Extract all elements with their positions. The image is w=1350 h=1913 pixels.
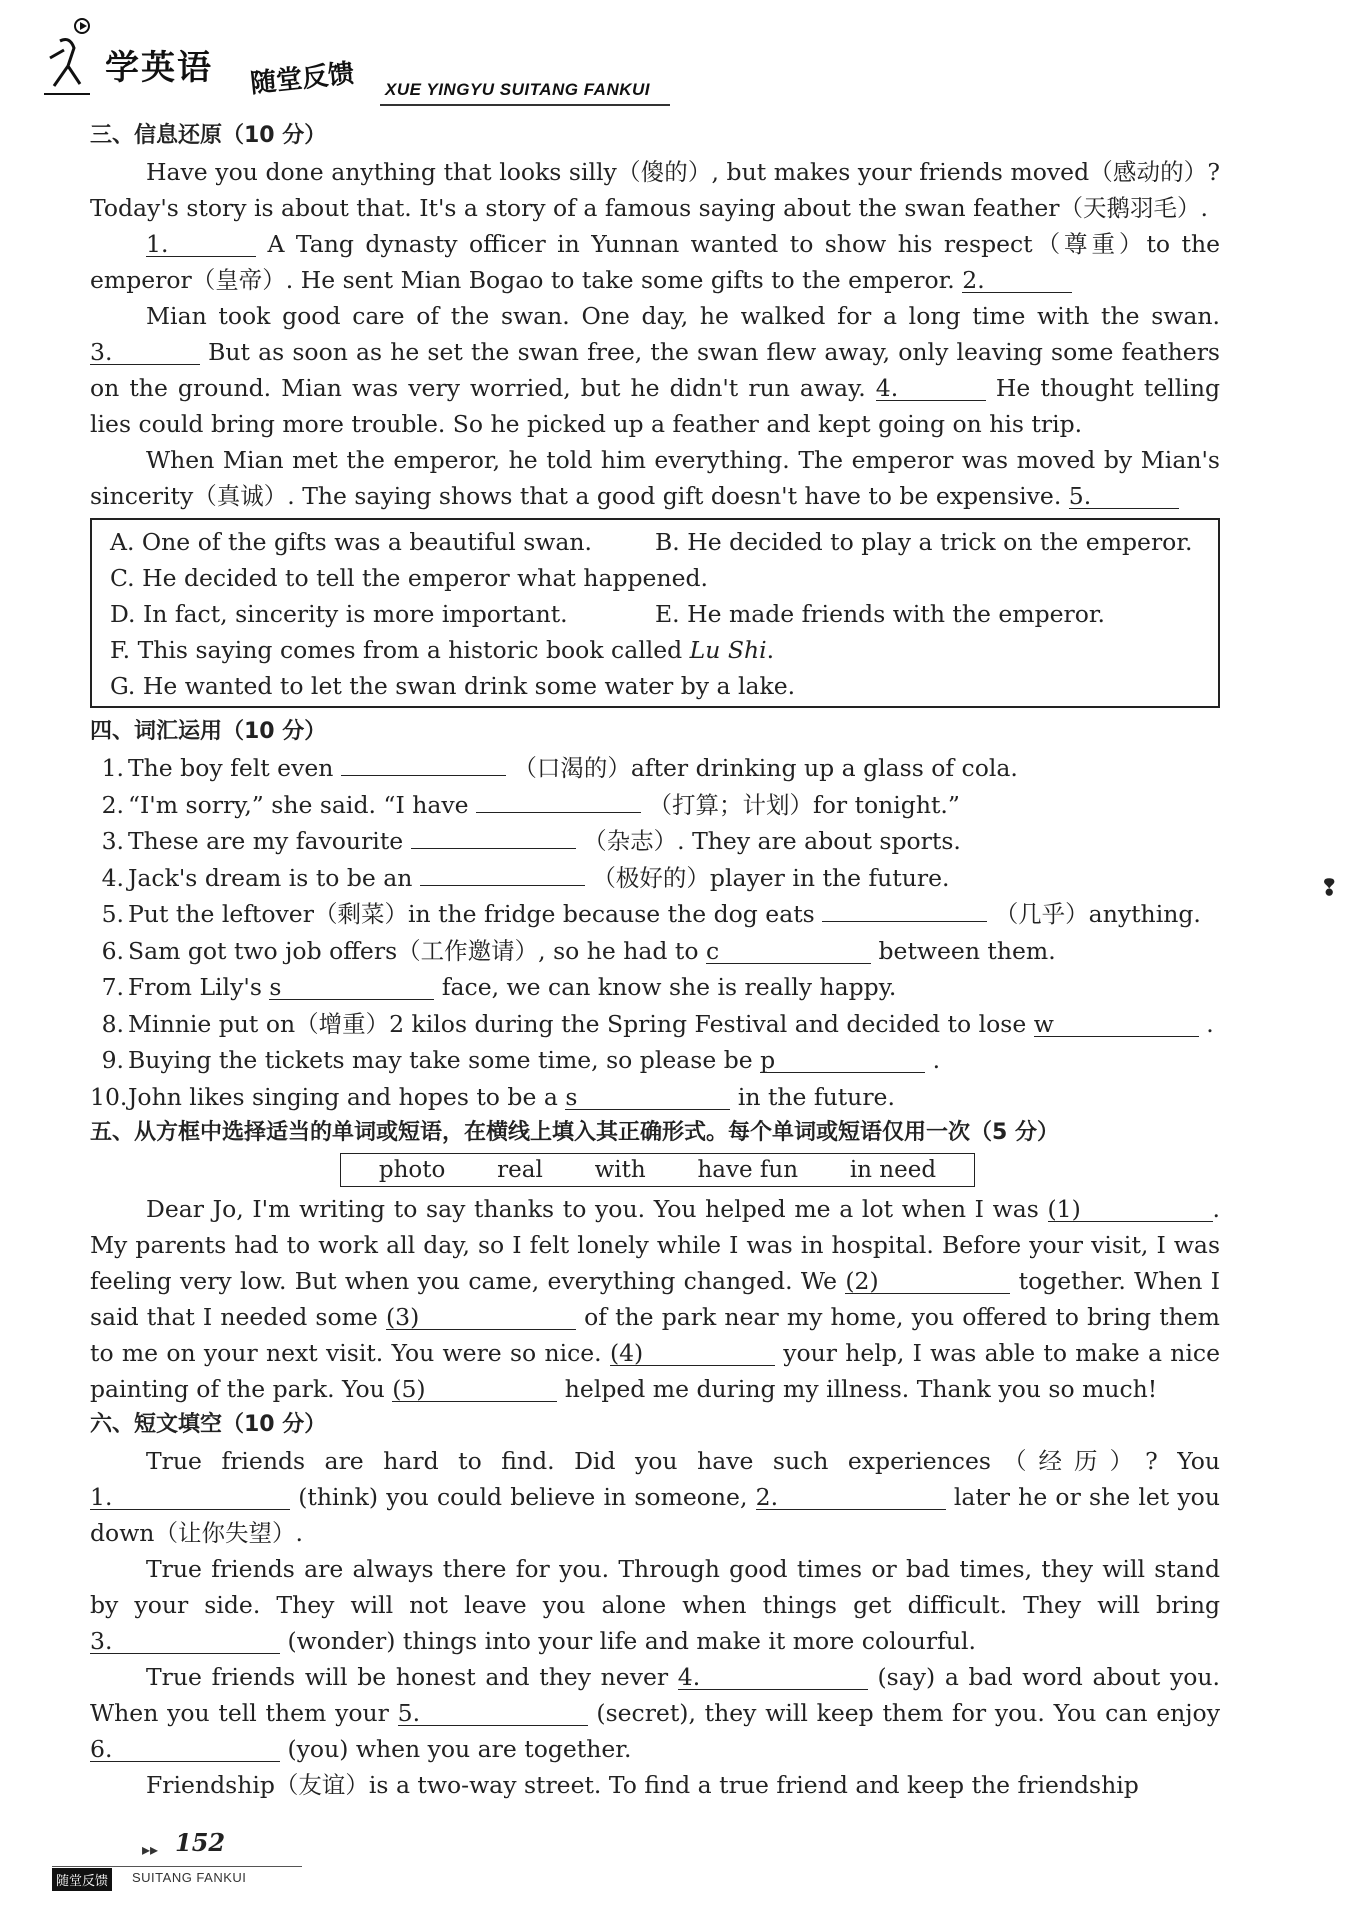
vocab-text-pre: These are my favourite [128, 827, 404, 855]
vocab-item [90, 1079, 1220, 1116]
vocab-text-post: . [1206, 1009, 1214, 1038]
vocab-text-post: between them. [878, 936, 1056, 965]
s6-blank-5[interactable]: 5. [398, 1701, 588, 1726]
vocab-number: 5. [101, 900, 124, 928]
s6-blank-3[interactable]: 3. [90, 1629, 280, 1654]
vocab-text-pre: Jack's dream is to be an [128, 863, 413, 892]
header-rule [380, 104, 670, 106]
s3-p2-text: A Tang dynasty officer in Yunnan wanted to show his respect（尊重）to the emperor（皇帝）. He sent Mian Bogao to take some gifts to the emperor. [90, 230, 1220, 294]
vocab-blank[interactable] [476, 812, 641, 813]
section-6-title: 六、短文填空（10 分） [90, 1412, 327, 1437]
section-4-title: 四、词汇运用（10 分） [90, 719, 327, 744]
s6-blank-2[interactable]: 2. [756, 1485, 946, 1510]
brand-subtitle: 随堂反馈 [248, 58, 356, 100]
s3-blank-4[interactable]: 4. [876, 376, 986, 401]
s6-paragraph-1: True friends are hard to find. Did you have such experiences（经历）? You 1. (think) you could believe in someone, 2. later he or she let you down（让你失望）. [90, 1447, 1220, 1547]
s5-blank-2[interactable]: (2) [845, 1269, 1010, 1294]
book-title: Lu Shi [689, 636, 767, 664]
s5-text-2: . My parents had to work all day, so I felt lonely while I was in hospital. Before your visit, I was feeling very low. But when you came, everything changed. We [90, 1195, 1220, 1295]
vocab-blank[interactable] [822, 921, 987, 922]
s3-paragraph-2 [90, 226, 1220, 298]
vocab-number: 10. [90, 1082, 128, 1111]
s3-paragraph-4 [90, 442, 1220, 514]
s3-paragraph-1: Have you done anything that looks silly（傻的）, but makes your friends moved（感动的）? Today's story is about that. It's a story of a famous saying about the swan feather（天鹅羽毛）. [90, 158, 1220, 222]
vocab-blank[interactable]: w [1034, 1012, 1199, 1037]
vocab-text-pre: Minnie put on（增重）2 kilos during the Spring Festival and decided to lose [128, 1009, 1027, 1038]
s3-p3-text-c: He thought telling lies could bring more trouble. So he picked up a feather and kept going on his trip. [90, 374, 1220, 438]
vocab-item [90, 1006, 1220, 1043]
vocab-number: 2. [101, 790, 124, 819]
s5-text-4: of the park near my home, you offered to bring them to me on your next visit. You were so nice. [90, 1303, 1220, 1367]
brand-title: 学英语 [105, 48, 213, 88]
stray-mark-icon: ❢ [1320, 875, 1339, 901]
word-box [340, 1153, 975, 1187]
vocab-text-post: （口渴的）after drinking up a glass of cola. [513, 754, 1018, 782]
s6-blank-6[interactable]: 6. [90, 1737, 280, 1762]
vocab-blank[interactable]: p [760, 1048, 925, 1073]
option-f: F. This saying comes from a historic book called Lu Shi. [110, 636, 775, 664]
s5-text-3: together. When I said that I needed some [90, 1267, 1220, 1331]
vocab-item [90, 787, 1220, 824]
vocab-blank[interactable]: c [706, 939, 871, 964]
option-g: G. He wanted to let the swan drink some water by a lake. [110, 672, 796, 700]
s3-paragraph-3 [90, 298, 1220, 442]
vocab-text-pre: Buying the tickets may take some time, so please be [128, 1046, 753, 1074]
vocab-text-post: （杂志）. They are about sports. [583, 827, 961, 855]
s3-blank-5[interactable]: 5. [1069, 484, 1179, 509]
vocab-number: 1. [101, 754, 124, 782]
word-option: have fun [697, 1157, 799, 1183]
options-box [90, 518, 1220, 708]
word-option: photo [378, 1157, 446, 1183]
vocab-text-post: （极好的）player in the future. [592, 863, 950, 892]
word-option: real [497, 1157, 543, 1183]
vocab-item [90, 860, 1220, 897]
vocab-text-pre: From Lily's [128, 973, 262, 1001]
vocab-blank[interactable] [411, 848, 576, 849]
s3-p3-text-b: But as soon as he set the swan free, the swan flew away, only leaving some feathers on the ground. Mian was very worried, but he didn't run away. [90, 338, 1220, 402]
vocab-text-pre: Sam got two job offers（工作邀请）, so he had to [128, 936, 699, 965]
s6-paragraph-4: Friendship（友谊）is a two-way street. To find a true friend and keep the friendship [146, 1771, 1139, 1799]
vocab-item [90, 933, 1220, 970]
s5-text-6: helped me during my illness. Thank you so much! [564, 1375, 1158, 1403]
s5-text-5: your help, I was able to make a nice painting of the park. You [90, 1339, 1220, 1403]
vocab-text-pre: Put the leftover（剩菜）in the fridge because the dog eats [128, 900, 815, 928]
word-option: with [594, 1157, 646, 1183]
section-3-title: 三、信息还原（10 分） [90, 123, 327, 148]
s6-blank-4[interactable]: 4. [678, 1665, 868, 1690]
vocab-text-post: in the future. [737, 1082, 895, 1111]
vocab-number: 4. [101, 863, 124, 892]
word-option: in need [849, 1157, 937, 1183]
s6-blank-1[interactable]: 1. [90, 1485, 290, 1510]
vocab-item [90, 750, 1220, 787]
s3-blank-3[interactable]: 3. [90, 340, 200, 365]
worksheet-content [90, 118, 1220, 1803]
option-e: E. He made friends with the emperor. [655, 600, 1106, 628]
footer-tag: 随堂反馈 [52, 1868, 112, 1891]
option-row [110, 560, 1200, 596]
s5-text-1: Dear Jo, I'm writing to say thanks to you. You helped me a lot when I was [146, 1195, 1039, 1223]
option-row [110, 524, 1200, 560]
s3-p3-text-a: Mian took good care of the swan. One day, he walked for a long time with the swan. [146, 302, 1220, 330]
vocab-number: 7. [101, 973, 124, 1001]
vocab-text-post: （打算；计划）for tonight.” [648, 790, 960, 819]
vocab-item [90, 896, 1220, 933]
s3-p4-text: When Mian met the emperor, he told him everything. The emperor was moved by Mian's sincerity（真诚）. The saying shows that a good gift doesn't have to be expensive. [90, 446, 1220, 510]
s5-letter [90, 1191, 1220, 1407]
s5-blank-3[interactable]: (3) [386, 1305, 576, 1330]
vocab-blank[interactable]: s [565, 1085, 730, 1110]
option-b: B. He decided to play a trick on the emperor. [655, 528, 1193, 556]
s5-blank-5[interactable]: (5) [392, 1377, 557, 1402]
vocab-text-pre: John likes singing and hopes to be a [128, 1082, 558, 1111]
vocab-item [90, 823, 1220, 860]
section-5-title: 五、从方框中选择适当的单词或短语，在横线上填入其正确形式。每个单词或短语仅用一次（5 分） [90, 1120, 1059, 1145]
header [40, 10, 660, 105]
footer [50, 1820, 350, 1910]
vocab-number: 8. [101, 1009, 124, 1038]
vocab-blank[interactable] [420, 885, 585, 886]
brand-pinyin: XUE YINGYU SUITANG FANKUI [385, 80, 651, 99]
s6-paragraph-3: True friends will be honest and they never 4. (say) a bad word about you. When you tell them your 5. (secret), they will keep them for you. You can enjoy 6. (you) when you are together. [90, 1663, 1220, 1763]
vocab-blank[interactable] [341, 775, 506, 776]
vocab-number: 3. [101, 827, 124, 855]
option-a: A. One of the gifts was a beautiful swan. [110, 528, 592, 556]
runner-logo-icon [40, 16, 100, 96]
option-row [110, 668, 1200, 704]
vocab-text-post: . [932, 1046, 941, 1074]
vocab-item [90, 1042, 1220, 1079]
vocab-text-post: （几乎）anything. [994, 900, 1201, 928]
page-number: 152 [175, 1828, 226, 1857]
s5-blank-1[interactable]: (1) [1048, 1197, 1213, 1222]
footer-rule [52, 1866, 302, 1867]
vocab-list [90, 750, 1220, 1115]
vocab-blank[interactable]: s [269, 975, 434, 1000]
option-row [110, 596, 1200, 632]
s3-blank-1[interactable]: 1. [146, 232, 256, 257]
s5-blank-4[interactable]: (4) [610, 1341, 775, 1366]
arrows-icon: ▸▸ [142, 1840, 159, 1859]
s3-blank-2[interactable]: 2. [962, 268, 1072, 293]
vocab-number: 9. [101, 1046, 124, 1074]
vocab-item [90, 969, 1220, 1006]
vocab-text-pre: “I'm sorry,” she said. “I have [128, 790, 469, 819]
vocab-text-pre: The boy felt even [128, 754, 334, 782]
footer-pinyin: SUITANG FANKUI [132, 1870, 247, 1885]
option-row [110, 632, 1200, 668]
option-c: C. He decided to tell the emperor what happened. [110, 564, 709, 592]
vocab-text-post: face, we can know she is really happy. [441, 973, 897, 1001]
vocab-number: 6. [101, 936, 124, 965]
option-d: D. In fact, sincerity is more important. [110, 600, 568, 628]
s6-paragraph-2: True friends are always there for you. Through good times or bad times, they will stand by your side. They will not leave you alone when things get difficult. They will bring 3. (wonder) things into your life and make it more colourful. [90, 1555, 1220, 1655]
